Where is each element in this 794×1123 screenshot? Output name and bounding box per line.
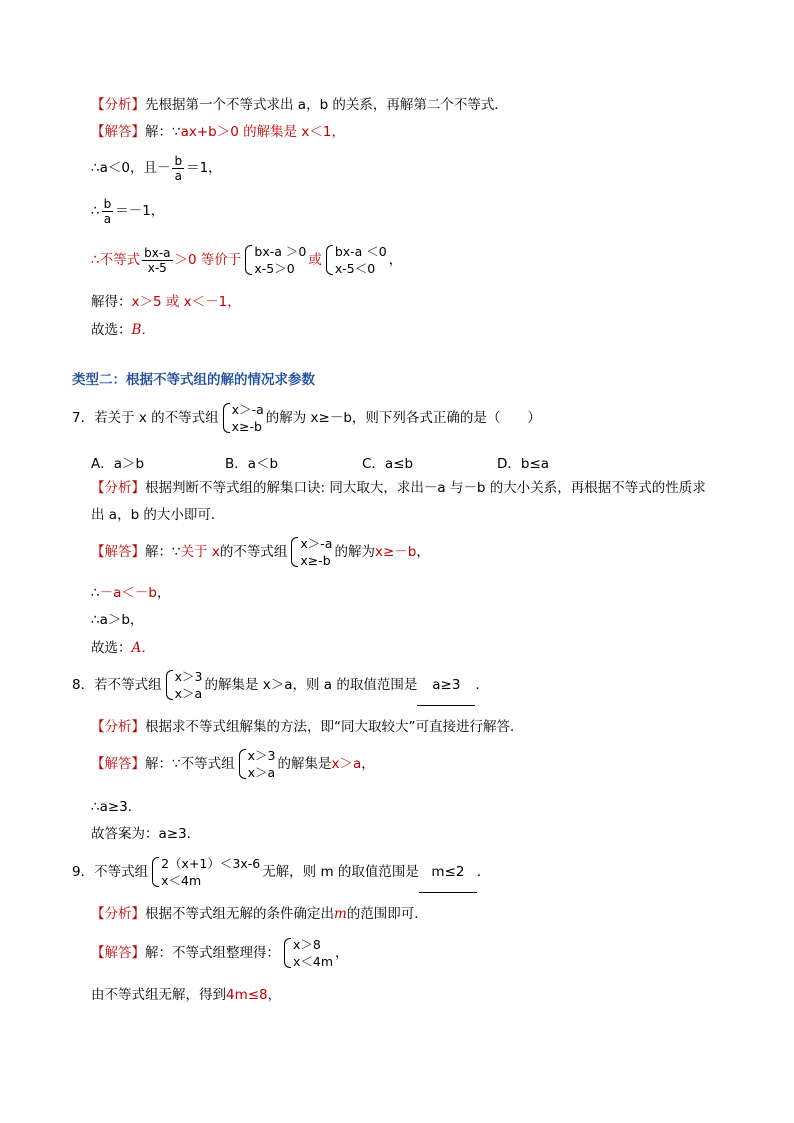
fraction [102,197,114,226]
answer-text: 解：不等式组整理得： [145,945,280,961]
step-text: ＞0 等价于 [174,252,242,268]
answer-tag: 【解答】 [91,945,145,961]
system-row: x＞-a [231,402,264,417]
option-d: D．b≤a [497,456,550,472]
answer-red-text: 关于 x [180,544,220,560]
inequality-system [164,668,203,702]
analysis-line [91,905,428,923]
solution-step [91,986,281,1004]
answer-red-text: x＞a [331,756,362,772]
fraction-num: bx-a [144,245,171,260]
system-row: x＞3 [247,748,276,763]
step-text: ∴不等式 [91,252,141,268]
answer-text: 的解集是 [277,756,332,772]
question-9-stem [72,852,490,893]
stem-text: 无解，则 m 的取值范围是 [262,864,419,880]
option-c: C．a≤b [362,456,414,472]
answer-line [91,532,430,572]
solution-step [91,194,164,228]
inequality-system [289,535,332,569]
answer-tag: 【解答】 [91,756,145,772]
choice-line [91,639,155,657]
fraction [172,154,184,183]
analysis-tag: 【分析】 [91,906,145,922]
step-text: ∴a＜0，且－ [91,160,171,176]
solution-step [91,151,222,185]
step-red-text: x＞5 或 x＜－1， [131,294,241,310]
solution-step: ∴a＞b， [91,612,144,628]
fraction-num: b [103,196,112,211]
solution-step [91,293,241,311]
fraction-den: a [174,168,182,183]
answer-red-text: x≥－b [374,544,417,560]
final-answer-line: 故答案为：a≥3． [91,826,201,842]
system-row: x≥-b [231,419,262,434]
inequality-system [243,243,306,277]
answer-text: 的解为 [334,544,375,560]
step-text: ∴ [91,585,100,601]
step-text: ∴ [91,203,100,219]
answer-text: ， [361,756,375,772]
system-row: x＞a [247,765,276,780]
choice-value: B． [131,322,155,338]
system-row: x-5＜0 [334,261,376,276]
system-row: x＞a [174,686,203,701]
answer-text: 解：∵不等式组 [145,756,235,772]
step-red-text: 4m≤8 [226,987,268,1003]
system-row: x＞3 [174,669,203,684]
solution-step: ∴a≥3． [91,799,142,815]
question-8-stem [72,665,489,706]
fraction-den: x-5 [147,260,167,275]
inequality-system [221,401,264,435]
section-title: 类型二：根据不等式组的解的情况求参数 [72,372,315,388]
analysis-text: 根据判断不等式组的解集口诀: 同大取大，求出－a 与－b 的大小关系，再根据不等式的性质求 [145,480,706,496]
answer-line [91,123,345,141]
step-text: 解得： [91,294,132,310]
step-red-text: －a＜－b [99,585,157,601]
question-7-stem [72,398,541,438]
step-text: ， [267,987,282,1003]
inequality-system [324,243,387,277]
answer-prefix: 解：∵ [145,124,181,140]
answer-line [91,744,375,784]
option-a: A．a＞b [91,456,145,472]
choice-label: 故选： [91,322,132,338]
stem-text: 8．若不等式组 [72,677,162,693]
inequality-system [282,936,333,970]
analysis-text: 根据求不等式组解集的方法，即“同大取较大”可直接进行解答． [145,719,524,735]
stem-text: ． [476,864,491,880]
system-row: bx-a ＞0 [254,244,307,259]
choice-value: A． [131,640,155,656]
analysis-text: 根据不等式组无解的条件确定出 [145,906,334,922]
system-row: bx-a ＜0 [334,244,387,259]
analysis-line [91,718,524,736]
fraction [142,246,172,275]
answer-blank: m≤2 [419,852,477,893]
answer-prefix: 解：∵ [145,544,181,560]
analysis-line [91,479,706,497]
solution-step [91,240,402,280]
system-row: x＜4m [293,954,334,969]
inequality-system [237,747,276,781]
answer-red-text: ax+b＞0 的解集是 x＜1， [180,124,345,140]
step-text: ， [156,585,171,601]
answer-tag: 【解答】 [91,544,145,560]
system-row: x＜4m [161,873,202,888]
analysis-text: 的范围即可． [346,906,428,922]
inequality-system [150,855,260,889]
step-text: 或 [308,252,322,268]
stem-text: 的解集是 x＞a，则 a 的取值范围是 [204,677,418,693]
system-row: x＞-a [300,536,333,551]
answer-line [91,932,349,974]
analysis-line-2: 出 a，b 的大小即可． [91,507,225,523]
answer-text: ， [335,945,349,961]
analysis-line [91,96,508,114]
fraction-den: a [103,211,112,226]
option-b: B．a＜b [225,456,279,472]
stem-text: 的解为 x≥－b，则下列各式正确的是（ ） [265,410,541,426]
answer-blank: a≥3 [417,665,475,706]
choice-line [91,321,155,339]
system-row: x-5＞0 [254,261,295,276]
step-text: ＝－1， [115,203,165,219]
stem-text: 7．若关于 x 的不等式组 [72,410,219,426]
system-row: x＞8 [293,937,321,952]
solution-step [91,584,170,602]
answer-text: ， [416,544,430,560]
fraction-num: b [174,153,183,168]
stem-text: ． [475,677,489,693]
step-text: ＝1， [186,160,222,176]
choice-label: 故选： [91,640,132,656]
answer-text: 的不等式组 [219,544,288,560]
system-row: 2（x+1）＜3x-6 [161,856,261,871]
analysis-text: 先根据第一个不等式求出 a，b 的关系，再解第二个不等式． [145,97,508,113]
analysis-tag: 【分析】 [91,97,145,113]
analysis-tag: 【分析】 [91,480,145,496]
step-text: 由不等式组无解，得到 [91,987,226,1003]
stem-text: 9．不等式组 [72,864,149,880]
system-row: x≥-b [300,553,331,568]
answer-tag: 【解答】 [91,124,145,140]
analysis-tag: 【分析】 [91,719,145,735]
analysis-red-text: m [334,906,347,922]
step-text: ， [388,252,403,268]
